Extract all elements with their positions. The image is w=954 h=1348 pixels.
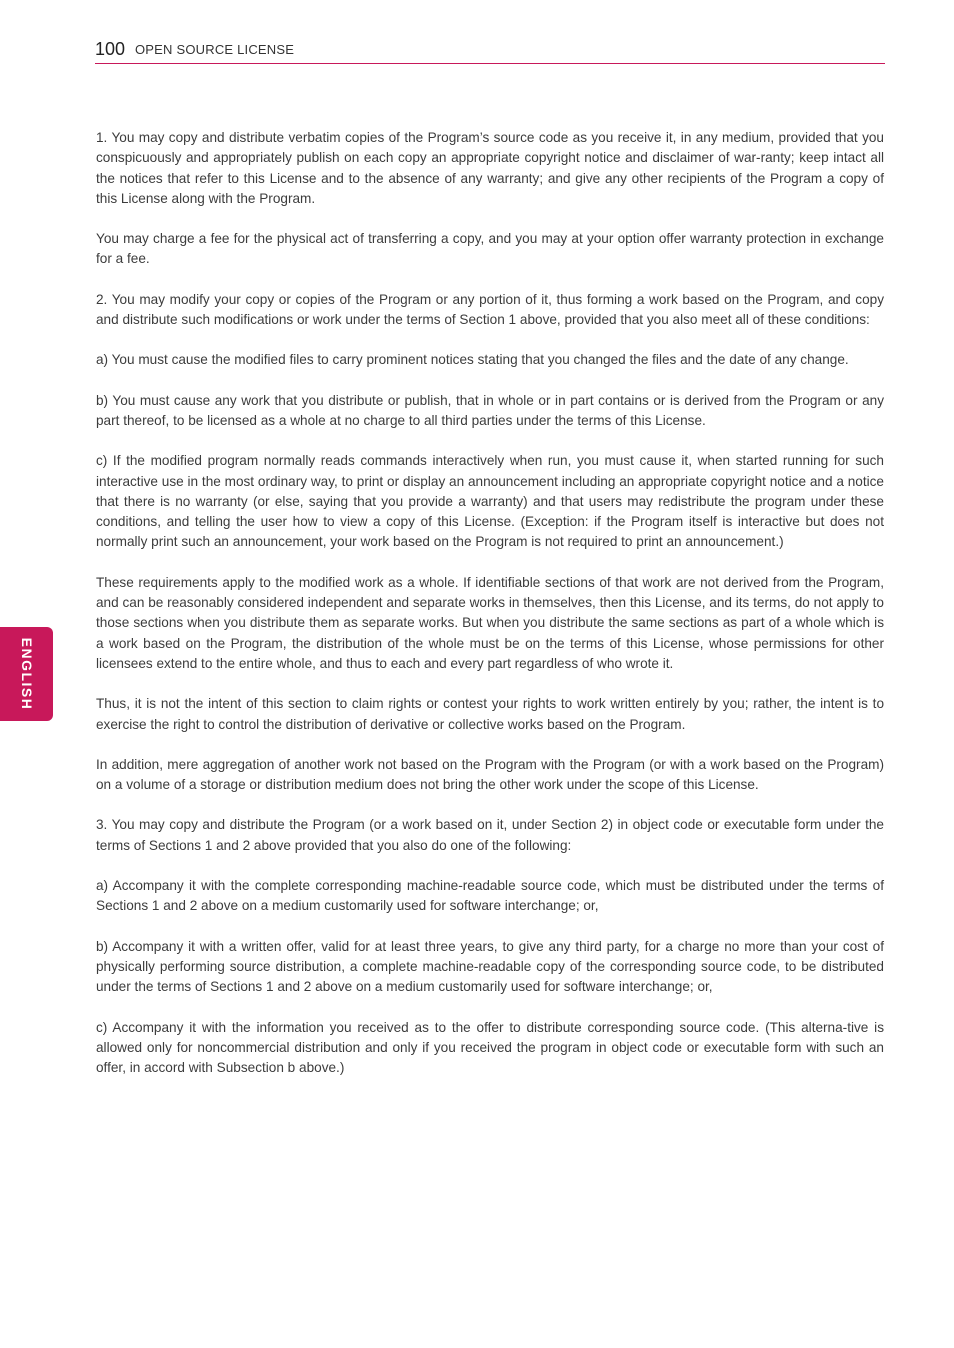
paragraph-section-3c: c) Accompany it with the information you received as to the offer to distribute corresponding source code. (This alterna-tive is allowed only for noncommercial distribution and only if you received the program in object code or executable form with such an offer, in accord with Subsection b above.) (96, 1019, 884, 1076)
paragraph-intent: Thus, it is not the intent of this section to claim rights or contest your rights to work written entirely by you; rather, the intent is to exercise the right to control the distribution of derivative or collective works based on the Program. (96, 696, 884, 732)
paragraph-section-1: 1. You may copy and distribute verbatim copies of the Program’s source code as you receive it, in any medium, provided that you conspicuously and appropriately publish on each copy an appropriate copyright notice and disclaimer of war-ranty; keep intact all the notices that refer to this License and to the absence of any warranty; and give any other recipients of the Program a copy of this License along with the Program. (96, 130, 884, 206)
paragraph-section-2b: b) You must cause any work that you distribute or publish, that in whole or in part contains or is derived from the Program or any part thereof, to be licensed as a whole at no charge to all third parties under the terms of this License. (96, 392, 884, 428)
paragraph-section-2: 2. You may modify your copy or copies of the Program or any portion of it, thus forming a work based on the Program, and copy and distribute such modifications or work under the terms of Section 1 above, provided that you also meet all of these conditions: (96, 291, 884, 328)
paragraph-section-2c: c) If the modified program normally reads commands interactively when run, you must cause it, when started running for such interactive use in the most ordinary way, to print or display an announcement including an appropriate copyright notice and a notice that there is no warranty (or else, saying that you provide a warranty) and that users may redistribute the program under these conditions, and telling the user how to view a copy of this License. (Exception: if the Program itself is interactive but does not normally print such an announcement, your work based on the Program is not required to print an announcement.) (96, 453, 884, 550)
paragraph-section-2a: a) You must cause the modified files to carry prominent notices stating that you changed the files and the date of any change. (96, 352, 849, 368)
paragraph-fee: You may charge a fee for the physical act of transferring a copy, and you may at your option offer warranty protection in exchange for a fee. (96, 231, 884, 267)
paragraph-aggregation: In addition, mere aggregation of another work not based on the Program with the Program (or with a work based on the Program) on a volume of a storage or distribution medium does not bring the other work under the scope of this License. (96, 756, 884, 793)
paragraph-requirements: These requirements apply to the modified work as a whole. If identifiable sections of that work are not derived from the Program, and can be reasonably considered independent and separate works in themselves, then this License, and its terms, do not apply to those sections when you distribute them as separate works. But when you distribute the same sections as part of a whole which is a work based on the Program, the distribution of the whole must be on the terms of this License, whose permissions for other licensees extend to the entire whole, and thus to each and every part regardless of who wrote it. (96, 574, 884, 671)
paragraph-section-3: 3. You may copy and distribute the Program (or a work based on it, under Section 2) in object code or executable form under the terms of Sections 1 and 2 above provided that you also do one of the following: (96, 817, 884, 853)
paragraph-section-3b: b) Accompany it with a written offer, valid for at least three years, to give any third party, for a charge no more than your cost of physically performing source distribution, a complete machine-readable copy of the corresponding source code, to be distributed under the terms of Sections 1 and 2 above on a medium customarily used for software interchange; or, (96, 938, 884, 995)
license-body (96, 128, 884, 1098)
paragraph-section-3a: a) Accompany it with the complete corresponding machine-readable source code, which must be distributed under the terms of Sections 1 and 2 above on a medium customarily used for software interchange; or, (96, 878, 884, 914)
section-title: OPEN SOURCE LICENSE (135, 42, 295, 57)
page-number: 100 (95, 39, 126, 59)
page-header (95, 38, 885, 64)
language-tab (0, 627, 53, 721)
language-tab-label: ENGLISH (19, 637, 35, 711)
